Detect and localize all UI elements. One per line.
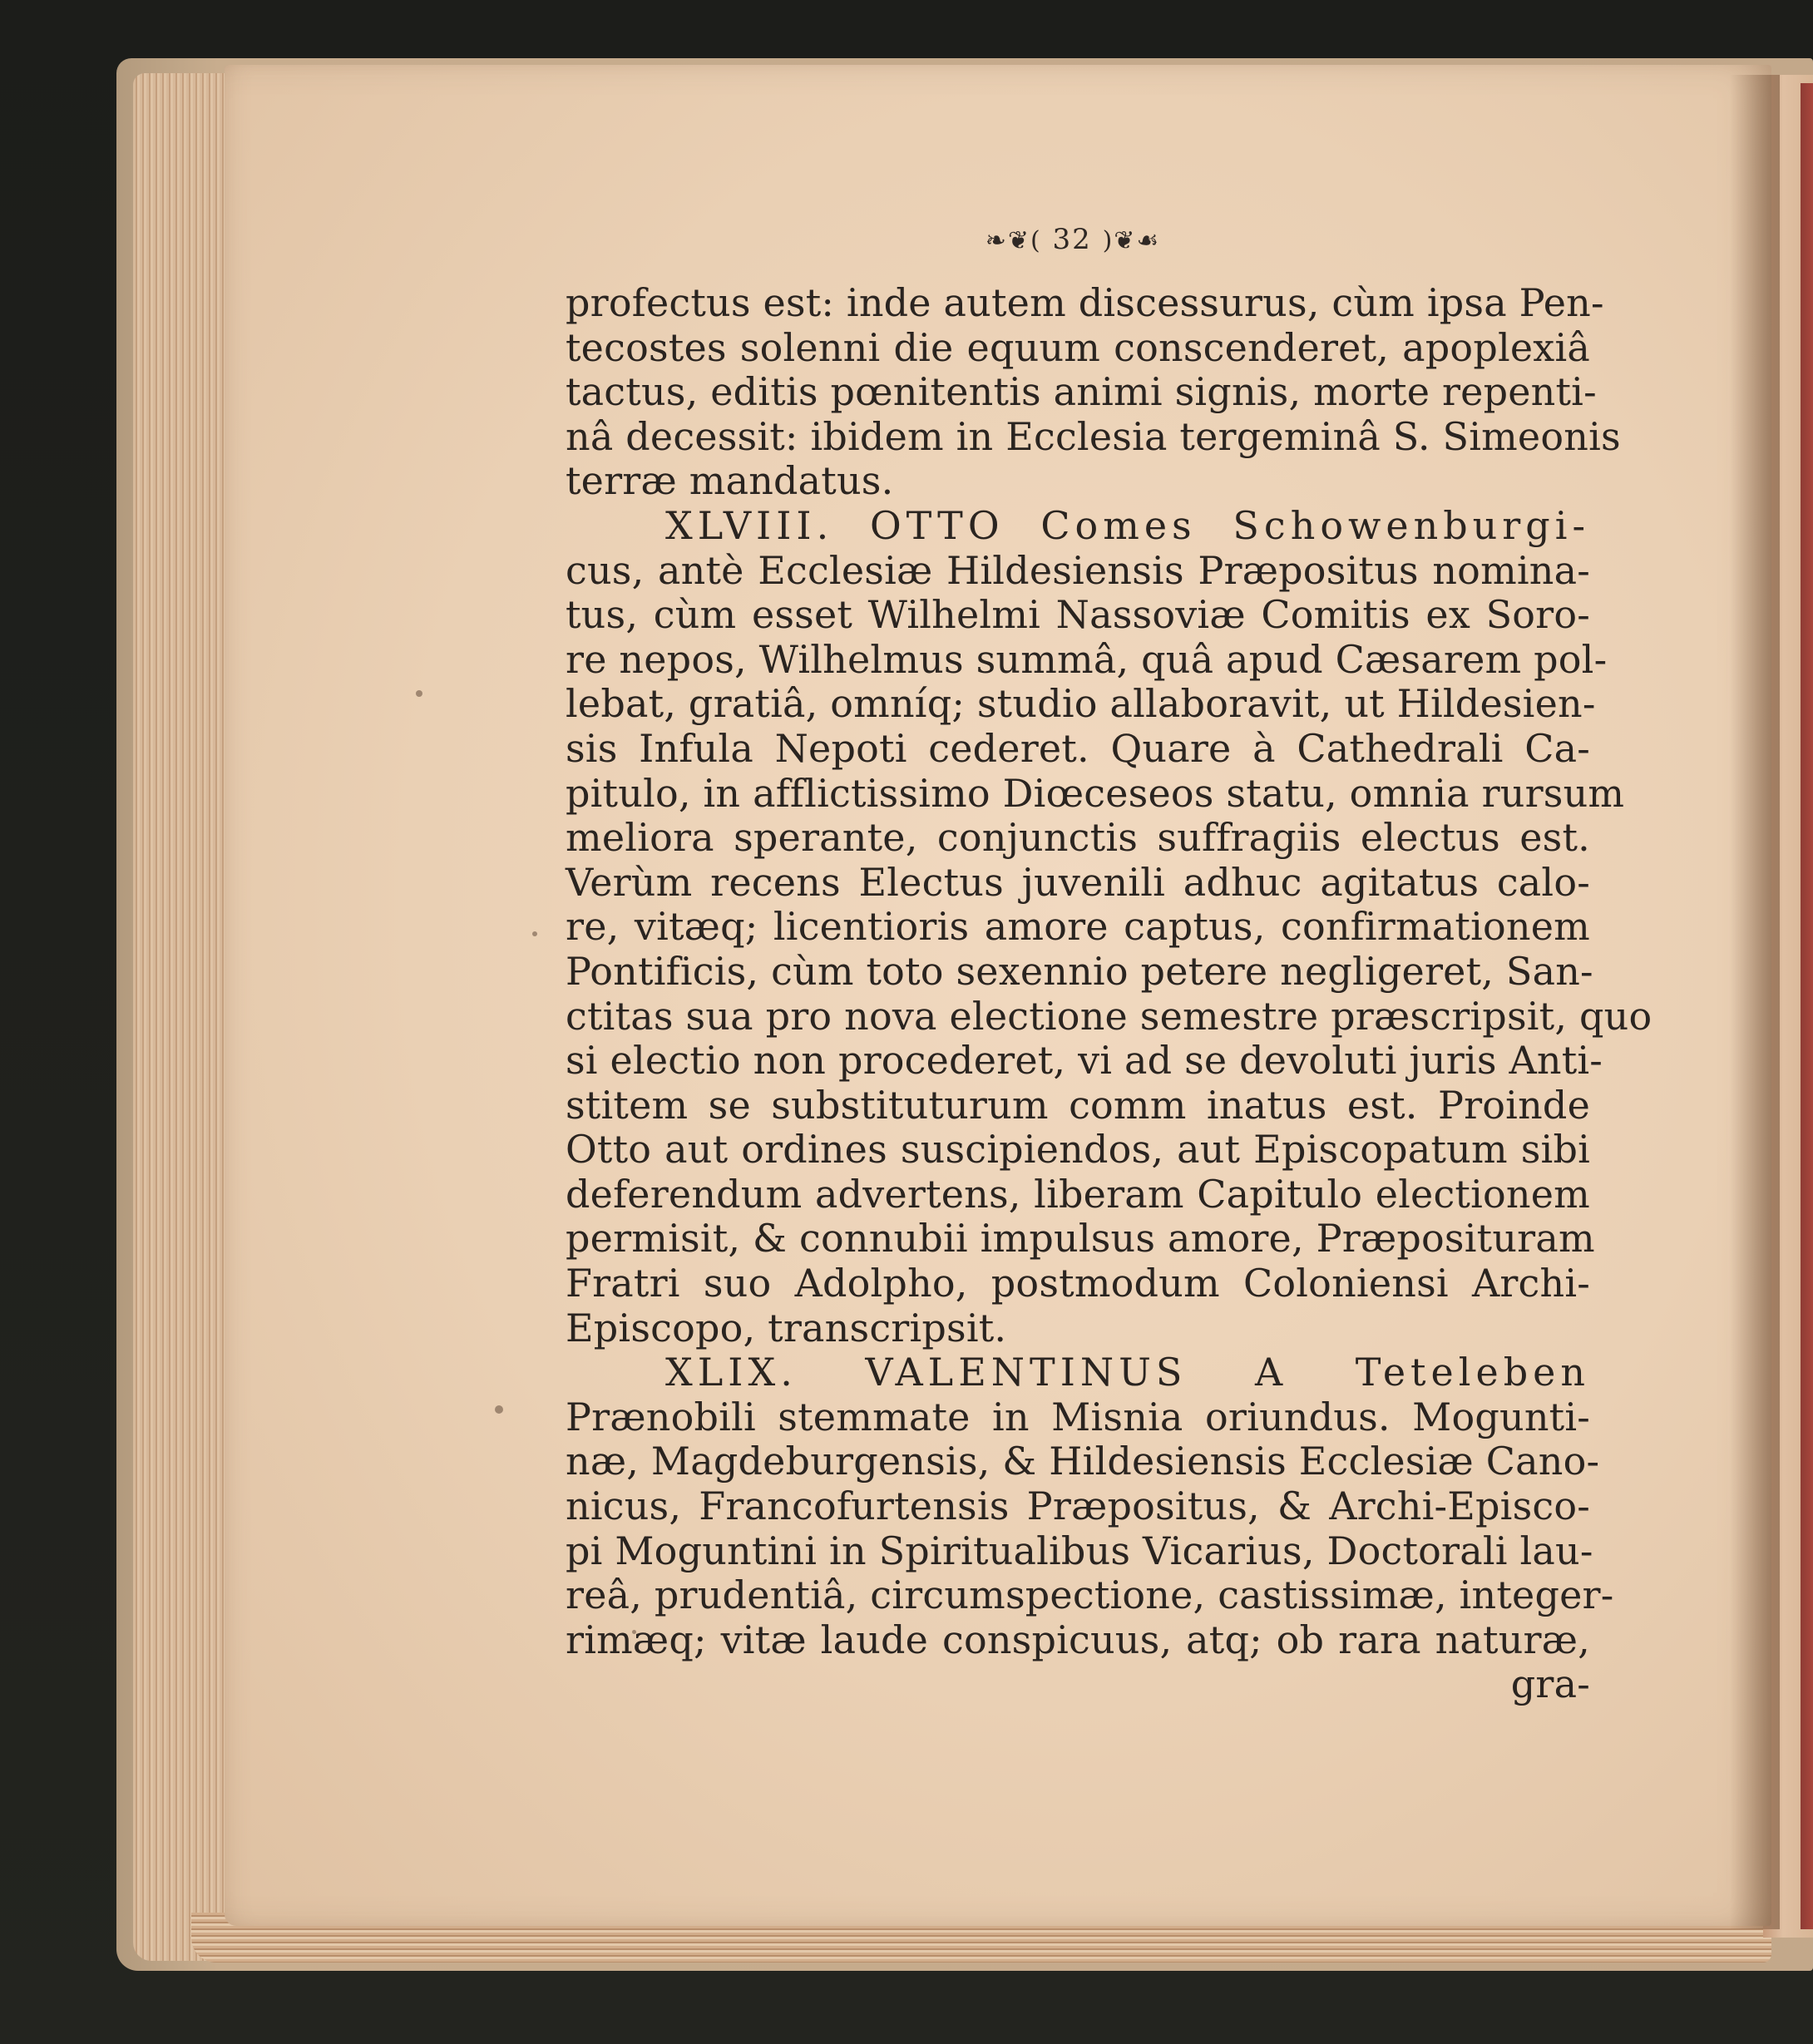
facing-page-edge bbox=[1801, 83, 1813, 1929]
text-line: sis Infula Nepoti cederet. Quare à Cathedrali Ca- bbox=[566, 725, 1590, 771]
paper-speck bbox=[532, 931, 537, 936]
text-line: Prænobili stemmate in Misnia oriundus. Mogunti- bbox=[566, 1394, 1590, 1439]
text-line: stitem se substituturum comm inatus est. Proinde bbox=[566, 1082, 1590, 1128]
text-line: tus, cùm esset Wilhelmi Nassoviæ Comitis ex Soro- bbox=[566, 592, 1590, 638]
text-line: nâ decessit: ibidem in Ecclesia tergeminâ S. Simeonis bbox=[566, 413, 1621, 459]
page-header bbox=[940, 223, 1206, 256]
text-line: tactus, editis pœnitentis animi signis, morte repenti- bbox=[566, 369, 1597, 415]
paper-speck bbox=[495, 1405, 503, 1414]
section-heading-xlviii: XLVIII. OTTO Comes Schowenburgi- bbox=[665, 502, 1590, 548]
paper-speck bbox=[416, 690, 422, 697]
ornament-right-icon: )❦☙ bbox=[1102, 226, 1161, 255]
text-line: næ, Magdeburgensis, & Hildesiensis Ecclesiæ Cano- bbox=[566, 1439, 1600, 1484]
text-line: meliora sperante, conjunctis suffragiis electus est. bbox=[566, 815, 1590, 861]
text-line: deferendum advertens, liberam Capitulo electionem bbox=[566, 1171, 1590, 1217]
text-line: pi Moguntini in Spiritualibus Vicarius, Doctorali lau- bbox=[566, 1528, 1593, 1573]
text-line: Episcopo, transcripsit. bbox=[566, 1305, 1007, 1350]
text-line: Pontificis, cùm toto sexennio petere negligeret, San- bbox=[566, 948, 1593, 994]
text-line: lebat, gratiâ, omníq; studio allaboravit, ut Hildesien- bbox=[566, 681, 1596, 727]
text-line: Verùm recens Electus juvenili adhuc agitatus calo- bbox=[566, 859, 1590, 905]
text-line: profectus est: inde autem discessurus, cùm ipsa Pen- bbox=[566, 280, 1604, 325]
text-line: Fratri suo Adolpho, postmodum Coloniensi Archi- bbox=[566, 1261, 1590, 1306]
text-line: tecostes solenni die equum conscenderet, apoplexiâ bbox=[566, 324, 1590, 370]
text-line: cus, antè Ecclesiæ Hildesiensis Præpositus nomina- bbox=[566, 547, 1590, 593]
text-line: re nepos, Wilhelmus summâ, quâ apud Cæsarem pol- bbox=[566, 636, 1608, 682]
page-gutter-shadow bbox=[1730, 75, 1780, 1929]
page-number: 32 bbox=[1052, 223, 1092, 256]
text-line: reâ, prudentiâ, circumspectione, castissimæ, integer- bbox=[566, 1572, 1614, 1618]
catchword: gra- bbox=[1510, 1661, 1590, 1707]
text-line: pitulo, in afflictissimo Diœceseos statu, omnia rursum bbox=[566, 770, 1625, 816]
ornament-left-icon: ❧❦( bbox=[985, 226, 1042, 255]
body-text bbox=[566, 280, 1652, 1707]
text-line: terræ mandatus. bbox=[566, 458, 894, 504]
text-line: permisit, & connubii impulsus amore, Præposituram bbox=[566, 1216, 1595, 1261]
text-line: re, vitæq; licentioris amore captus, confirmationem bbox=[566, 904, 1590, 950]
text-line: nicus, Francofurtensis Præpositus, & Archi-Episco- bbox=[566, 1484, 1590, 1529]
text-line: Otto aut ordines suscipiendos, aut Episcopatum sibi bbox=[566, 1127, 1590, 1173]
section-heading-xlix: XLIX. VALENTINUS A Teteleben bbox=[665, 1350, 1590, 1395]
text-line: si electio non procederet, vi ad se devoluti juris Anti- bbox=[566, 1038, 1603, 1084]
text-line: ctitas sua pro nova electione semestre præscripsit, quo bbox=[566, 993, 1652, 1039]
text-line: rimæq; vitæ laude conspicuus, atq; ob rara naturæ, bbox=[566, 1617, 1590, 1662]
